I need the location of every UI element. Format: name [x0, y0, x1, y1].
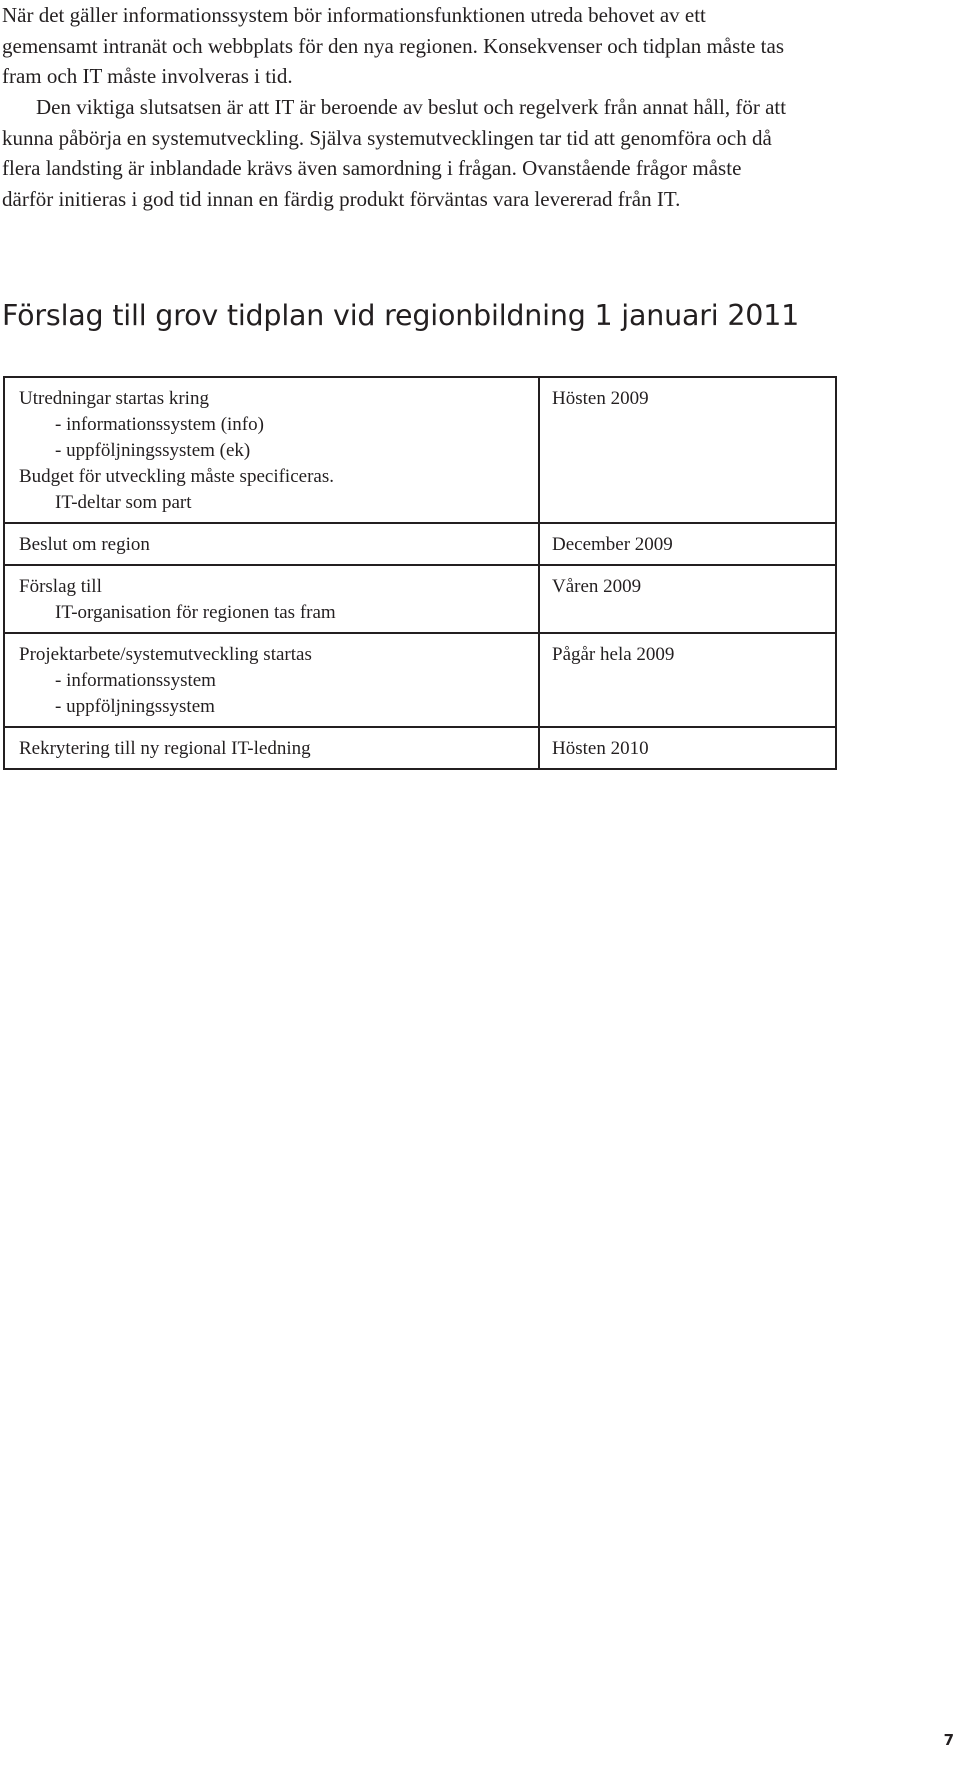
timeline-heading: Förslag till grov tidplan vid regionbildning 1 januari 2011 — [2, 299, 800, 332]
date-cell: Våren 2009 — [552, 576, 642, 597]
intro-paragraph-2-text: Den viktiga slutsatsen är att IT är beroende av beslut och regelverk från annat håll, för att kunna påbörja en systemutveckling. Själva systemutvecklingen tar tid att genomföra och då flera landsting är inblandade krävs även samordning i frågan. Ovanstående frågor måste därför initieras i god tid innan en färdig produkt förväntas vara levererad från IT. — [2, 95, 787, 211]
timeline-row — [5, 564, 835, 632]
timeline-row — [5, 726, 835, 768]
activity-cell — [5, 524, 540, 564]
intro-paragraph-2 — [2, 92, 792, 214]
intro-paragraph-1: När det gäller informationssystem bör informationsfunktionen utreda behovet av ett gemensamt intranät och webbplats för den nya regionen. Konsekvenser och tidplan måste tas fram och IT måste involveras i tid. — [2, 3, 785, 88]
date-cell: Hösten 2010 — [552, 738, 649, 759]
date-cell: December 2009 — [552, 534, 673, 555]
activity-line: Utredningar startas kring — [19, 388, 209, 409]
activity-cell — [5, 566, 540, 632]
activity-line: - uppföljningssystem (ek) — [55, 440, 251, 461]
activity-line: - informationssystem — [55, 670, 216, 691]
timeline-row — [5, 522, 835, 564]
activity-line: - uppföljningssystem — [55, 696, 215, 717]
date-cell: Pågår hela 2009 — [552, 644, 675, 665]
activity-line: Budget för utveckling måste specificeras. — [19, 466, 334, 487]
activity-cell — [5, 634, 540, 726]
activity-line: Förslag till — [19, 576, 102, 597]
activity-line: IT-organisation för regionen tas fram — [55, 602, 336, 623]
activity-line: Beslut om region — [19, 534, 150, 555]
activity-cell — [5, 728, 540, 768]
activity-line: Projektarbete/systemutveckling startas — [19, 644, 312, 665]
activity-line: - informationssystem (info) — [55, 414, 264, 435]
activity-cell — [5, 378, 540, 522]
timeline-row — [5, 378, 835, 522]
activity-line: IT-deltar som part — [55, 492, 192, 513]
page-number: 7 — [943, 1731, 954, 1749]
activity-line: Rekrytering till ny regional IT-ledning — [19, 738, 311, 759]
date-cell: Hösten 2009 — [552, 388, 649, 409]
timeline-row — [5, 632, 835, 726]
timeline-table — [3, 376, 837, 770]
